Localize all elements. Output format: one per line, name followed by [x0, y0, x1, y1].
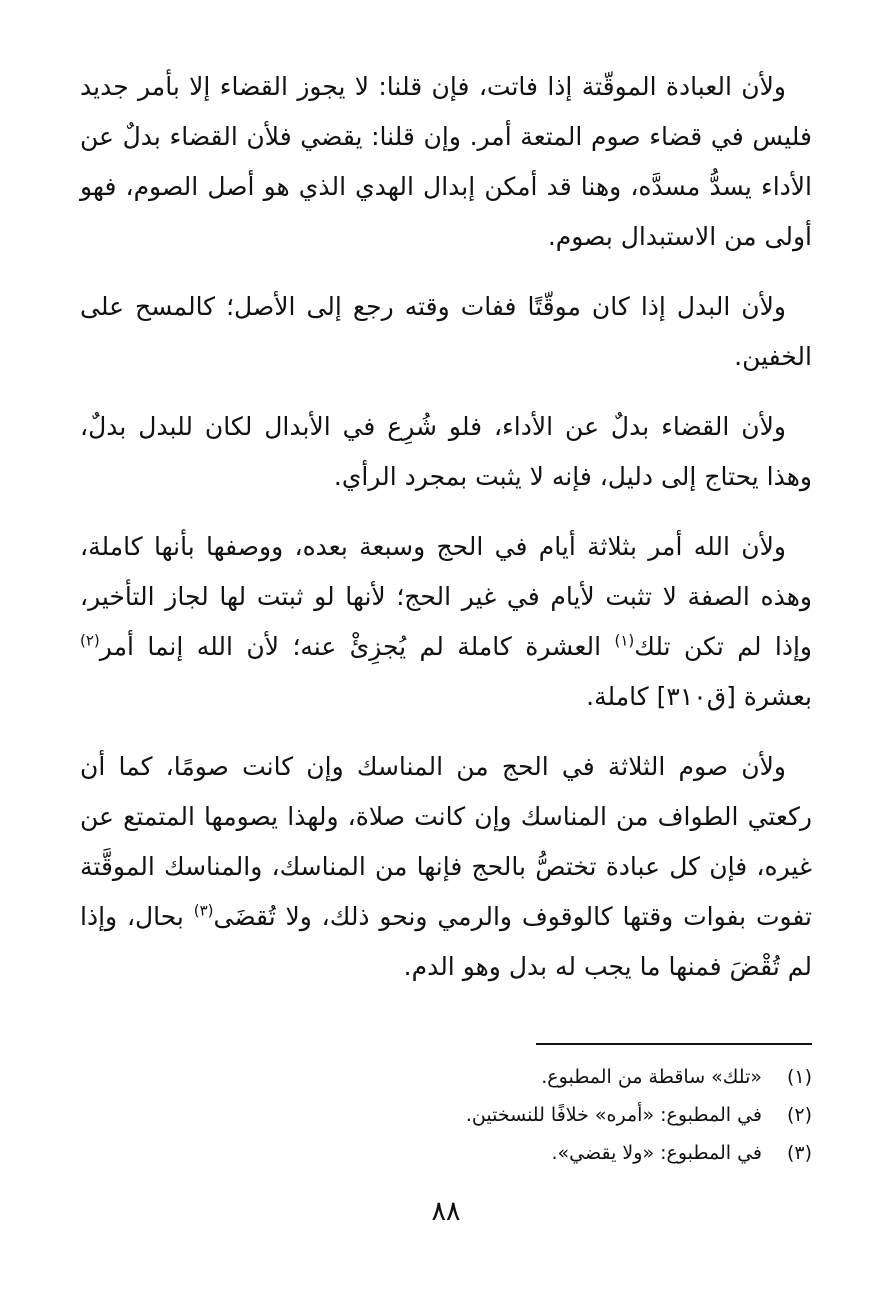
footnote-text: «تلك» ساقطة من المطبوع.: [541, 1066, 762, 1088]
page-number: ٨٨: [431, 1196, 461, 1227]
paragraph-text: ولأن القضاء بدلٌ عن الأداء، فلو شُرِع في الأبدال لكان للبدل بدلٌ، وهذا يحتاج إلى دليل، فإنه لا يثبت بمجرد الرأي.: [80, 412, 812, 491]
paragraph-text: بحال، وإذا لم تُقْضَ فمنها ما يجب له بدل وهو الدم.: [80, 902, 812, 981]
paragraph-text: ولأن صوم الثلاثة في الحج من المناسك وإن كانت صومًا، كما أن ركعتي الطواف من المناسك وإن كانت صلاة، ولهذا يصومها المتمتع عن غيره، فإن كل عبادة تختصُّ بالحج فإنها من المناسك، والمناسك الموقَّتة تفوت بفوات وقتها كالوقوف والرمي ونحو ذلك، ولا تُقضَى: [80, 752, 812, 931]
paragraph: [80, 402, 812, 502]
footnote: [80, 1096, 812, 1134]
footnote-marker: (٣): [193, 901, 214, 920]
paragraph-text: العشرة كاملة لم يُجزِئْ عنه؛ لأن الله إنما أمر: [99, 632, 615, 661]
footnote-text: في المطبوع: «أمره» خلافًا للنسختين.: [465, 1104, 762, 1126]
paragraph: [80, 522, 812, 722]
footnote-number: (١): [786, 1066, 812, 1088]
paragraph: [80, 62, 812, 262]
footnote-number: (٢): [786, 1104, 812, 1126]
footnotes: [80, 1058, 812, 1172]
paragraph-text: ولأن العبادة الموقّتة إذا فاتت، فإن قلنا: لا يجوز القضاء إلا بأمر جديد فليس في قضاء صوم المتعة أمر. وإن قلنا: يقضي فلأن القضاء بدلٌ عن الأداء يسدُّ مسدَّه، وهنا قد أمكن إبدال الهدي الذي هو أصل الصوم، فهو أولى من الاستبدال بصوم.: [80, 72, 812, 251]
paragraph: [80, 282, 812, 382]
paragraph-text: ولأن الله أمر بثلاثة أيام في الحج وسبعة بعده، ووصفها بأنها كاملة، وهذه الصفة لا تثبت لأيام في غير الحج؛ لأنها لو ثبتت لها لجاز التأخير، وإذا لم تكن تلك: [80, 532, 813, 661]
paragraph-text: ولأن البدل إذا كان موقّتًا ففات وقته رجع إلى الأصل؛ كالمسح على الخفين.: [80, 292, 812, 371]
footnote-text: في المطبوع: «ولا يقضي».: [551, 1142, 762, 1164]
paragraph-text: بعشرة [ق٣١٠] كاملة.: [586, 682, 812, 711]
footnote-number: (٣): [786, 1142, 812, 1164]
footnote-divider: [536, 1043, 812, 1045]
footnote: [80, 1058, 812, 1096]
footnote-marker: (١): [614, 631, 635, 650]
body-text: [80, 62, 812, 992]
footnote: [80, 1134, 812, 1172]
paragraph: [80, 742, 812, 992]
footnote-marker: (٢): [80, 631, 100, 650]
